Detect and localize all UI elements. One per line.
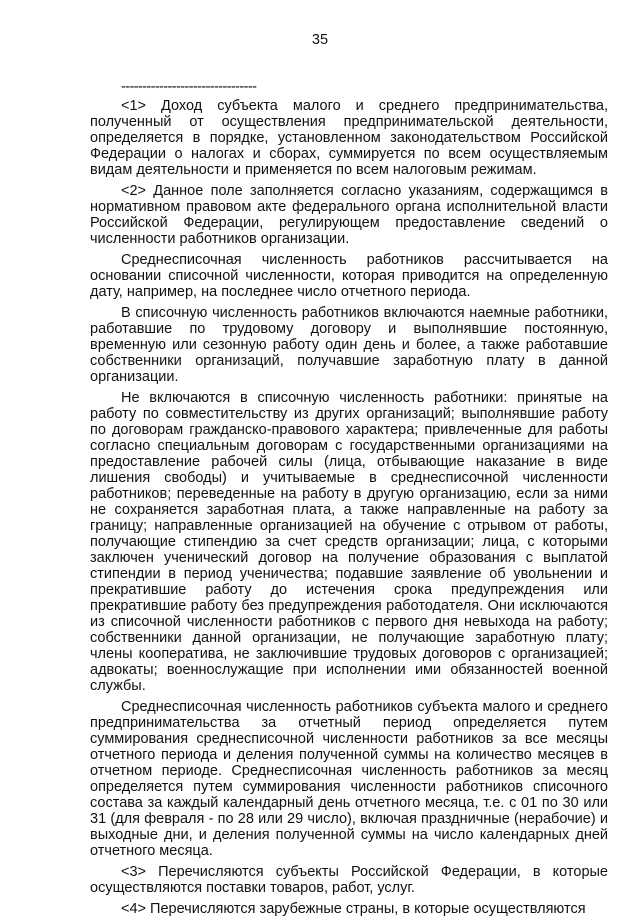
paragraph-average-headcount-basis: Среднесписочная численность работников рассчитывается на основании списочной численности, которая приводится на определенную дату, например, на последнее число отчетного периода.	[90, 252, 608, 300]
footnote-2-headcount-field: <2> Данное поле заполняется согласно указаниям, содержащимся в нормативном правовом акте федерального органа исполнительной власти Российской Федерации, регулирующем предоставление сведений о численности работников организации.	[90, 183, 608, 247]
paragraph-included-workers: В списочную численность работников включаются наемные работники, работавшие по трудовому договору и выполнявшие постоянную, временную или сезонную работу один день и более, а также работавшие собственники организаций, получавшие заработную плату в данной организации.	[90, 305, 608, 385]
footnotes-body	[90, 98, 608, 922]
footnote-separator: --------------------------------	[121, 79, 257, 95]
paragraph-excluded-workers: Не включаются в списочную численность работники: принятые на работу по совместительству из других организаций; выполнявшие работу по договорам гражданско-правового характера; привлеченные для работы согласно специальным договорам с государственными организациями на предоставление рабочей силы (лица, отбывающие наказание в виде лишения свободы) и учитываемые в среднесписочной численности работников; переведенные на работу в другую организацию, если за ними не сохраняется заработная плата, а также направленные на работу за границу; направленные организацией на обучение с отрывом от работы, получающие стипендию за счет средств организации; лица, с которыми заключен ученический договор на получение образования с выплатой стипендии в период ученичества; подавшие заявление об увольнении и прекратившие работу до истечения срока предупреждения или прекратившие работу без предупреждения работодателя. Они исключаются из списочной численности работников с первого дня невыхода на работу; собственники данной организации, не получающие заработную плату; члены кооператива, не заключившие трудовых договоров с организацией; адвокаты; военнослужащие при исполнении ими обязанностей военной службы.	[90, 390, 608, 694]
footnote-3-regions: <3> Перечисляются субъекты Российской Федерации, в которые осуществляются поставки товаров, работ, услуг.	[90, 864, 608, 896]
footnote-4-countries: <4> Перечисляются зарубежные страны, в которые осуществляются	[121, 901, 586, 917]
footnote-1-income: <1> Доход субъекта малого и среднего предпринимательства, полученный от осуществления предпринимательской деятельности, определяется в порядке, установленном законодательством Российской Федерации о налогах и сборах, суммируется по всем осуществляемым видам деятельности и применяется по всем налоговым режимам.	[90, 98, 608, 178]
paragraph-average-headcount-calculation: Среднесписочная численность работников субъекта малого и среднего предпринимательства за отчетный период определяется путем суммирования среднесписочной численности работников за все месяцы отчетного периода и деления полученной суммы на количество месяцев в отчетном периоде. Среднесписочная численность работников за месяц определяется путем суммирования численности работников списочного состава за каждый календарный день отчетного месяца, т.е. с 01 по 30 или 31 (для февраля - по 28 или 29 число), включая праздничные (нерабочие) и выходные дни, и деления полученной суммы на число календарных дней отчетного месяца.	[90, 699, 608, 859]
page-number: 35	[311, 32, 329, 48]
